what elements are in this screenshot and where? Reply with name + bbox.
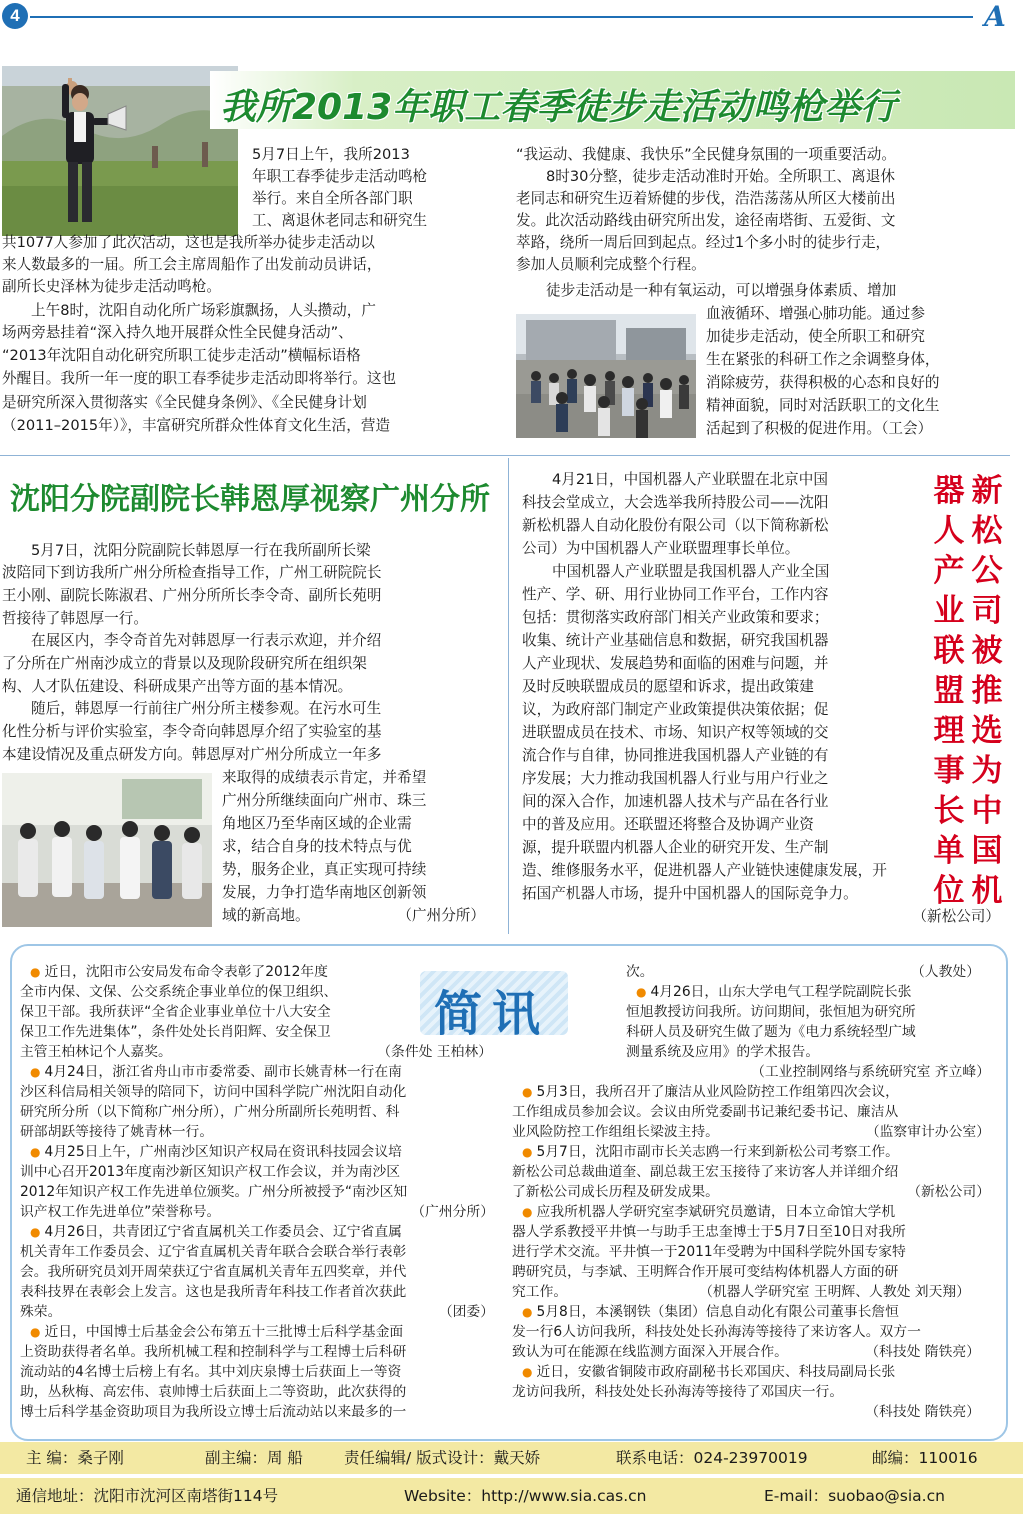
brief-source: （团委） [438,1304,494,1320]
article2-line: 广州分所继续面向广州市、珠三 [222,792,427,809]
article2-source: （广州分所） [397,907,485,924]
brief-line: 聘研究员，与李斌、王明辉合作开展可变结构体机器人方面的研 [512,1264,899,1280]
brief-line: 恒旭教授访问我所。访问期间，张恒旭为研究所 [626,1004,916,1020]
brief-text: 4月26日，山东大学电气工程学院副院长张 [650,984,912,1000]
article1-right-line: 血液循环、增强心肺功能。通过参 [706,305,925,322]
article1-left-line: 工、离退休老同志和研究生 [252,212,428,229]
bullet-icon: ● [522,1305,533,1319]
footer-credits [0,1442,1023,1474]
article1-left-line: 5月7日上午，我所2013 [252,146,410,163]
article3-line: 新松机器人自动化股份有限公司（以下简称新松 [522,517,829,534]
article2-line: 哲接待了韩恩厚一行。 [2,610,148,627]
article1-left-line: （2011–2015年）》，丰富研究所群众性体育文化生活，营造 [2,417,391,434]
bullet-icon: ● [30,965,41,979]
brief-source: （科技处 隋铁亮） [865,1404,980,1420]
article3-line: 中国机器人产业联盟是我国机器人产业全国 [552,563,830,580]
brief-line [522,1142,990,1162]
brief-source: （机器人学研究室 王明辉、人教处 刘天翔） [699,1284,970,1300]
brief-line: 科研人员及研究生做了题为《电力系统轻型广域 [626,1024,916,1040]
article3-line: 收集、统计产业基础信息和数据，研究我国机器 [522,632,829,649]
brief-source: （工业控制网络与系统研究室 齐立峰） [751,1064,990,1080]
article2-line: 化性分析与评价实验室，李令奇向韩恩厚介绍了实验室的基 [2,723,382,740]
article1-left-line: “2013年沈阳自动化研究所职工徒步走活动”横幅标语格 [2,347,361,364]
article1-left-line: 是研究所深入贯彻落实《全民健身条例》、《全民健身计划 [2,394,367,411]
brief-line: 流动站的4名博士后榜上有名。其中刘庆泉博士后获面上一等资 [20,1364,402,1380]
article3-line: 拓国产机器人市场，提升中国机器人的国际竞争力。 [522,885,858,902]
article1-left-line: 共1077人参加了此次活动，这也是我所举办徒步走活动以 [2,234,375,251]
brief-line [30,1142,494,1162]
brief-line: 识产权工作先进单位”荣誉称号。 [20,1204,221,1220]
article2-line: 求，结合自身的技术特点与优 [222,838,412,855]
brief-line [522,1302,990,1322]
bullet-icon: ● [30,1325,41,1339]
article1-right-line: 萃路，绕所一周后回到起点。经过1个多小时的徒步行走， [516,234,891,251]
brief-line: 致认为可在能源在线监测方面深入开展合作。 [512,1344,788,1360]
article1-right-line: 8时30分整，徒步走活动准时开始。全所职工、离退休 [546,168,895,185]
brief-line: 究工作。 [512,1284,568,1300]
brief-line: 保卫干部。我所获评“全省企业事业单位十八大安全 [20,1004,331,1020]
article2-line: 5月7日，沈阳分院副院长韩恩厚一行在我所副所长梁 [31,542,371,559]
article1-title: 我所2013年职工春季徒步走活动鸣枪举行 [220,87,897,128]
brief-line: 表科技界在表彰会上发言。这也是我所青年科技工作者首次获此 [20,1284,407,1300]
section-divider-horizontal [0,455,1010,456]
article2-line: 来取得的成绩表示肯定，并希望 [222,769,427,786]
brief-source: （条件处 王柏林） [377,1044,492,1060]
photo-visit [2,773,212,927]
article2-line: 构、人才队伍建设、科研成果产出等方面的基本情况。 [2,678,353,695]
article1-right-line: 精神面貌，同时对活跃职工的文化生 [706,397,940,414]
brief-line [30,962,412,982]
brief-line: 主管王柏林记个人嘉奖。 [20,1044,172,1060]
header-rule [30,16,973,18]
article3-title-col2: 器人产业联盟理事长单位 [933,473,965,909]
brief-text: 4月24日，浙江省舟山市市委常委、副市长姚青林一行在南 [44,1064,402,1080]
article3-line: 间的深入合作，加速机器人技术与产品在各行业 [522,793,829,810]
article3-line: 中的普及应用。还联盟还将整合及协调产业资 [522,816,814,833]
bullet-icon: ● [522,1205,533,1219]
article2-line: 王小刚、副院长陈淑君、广州分所所长李令奇、副所长苑明 [2,587,382,604]
article1-right-line: 加徒步走活动，使全所职工和研究 [706,328,925,345]
footer-phone: 联系电话：024-23970019 [616,1449,808,1467]
briefs-title: 简讯 [434,986,551,1042]
bullet-icon: ● [522,1365,533,1379]
brief-line: 新松公司总裁曲道奎、副总裁王宏玉接待了来访客人并详细介绍 [512,1164,899,1180]
brief-text: 近日，安徽省铜陵市政府副秘书长邓国庆、科技局副局长张 [536,1364,896,1380]
brief-line [30,1222,494,1242]
article1-right-line: 活起到了积极的促进作用。（工会） [706,420,933,437]
brief-source: （新松公司） [907,1184,990,1200]
brief-line [522,1082,990,1102]
article2-line: 域的新高地。 [222,907,310,924]
article3-line: 公司）为中国机器人产业联盟理事长单位。 [522,540,800,557]
article3-line: 流合作与自律，协同推进我国机器人产业链的有 [522,747,829,764]
brief-line [522,1362,990,1382]
footer-zip: 邮编：110016 [872,1449,978,1467]
footer-email-link[interactable]: E-mail：suobao@sia.cn [764,1487,945,1505]
brief-source: （人教处） [911,964,980,980]
bullet-icon: ● [30,1145,41,1159]
brief-line [522,1202,990,1222]
article1-left-line: 副所长史泽林为徒步走活动鸣枪。 [2,278,221,295]
brief-line: 测量系统及应用》的学术报告。 [626,1044,820,1060]
brief-text: 4月26日，共青团辽宁省直属机关工作委员会、辽宁省直属 [44,1224,402,1240]
bullet-icon: ● [30,1065,41,1079]
brief-line [30,1322,494,1342]
brief-source: （监察审计办公室） [865,1124,990,1140]
bullet-icon: ● [636,985,647,999]
article1-right-line: 参加人员顺利完成整个行程。 [516,256,706,273]
brief-text: 近日，沈阳市公安局发布命令表彰了2012年度 [44,964,328,980]
article3-line: 议，为政府部门制定产业政策提供决策依据；促 [522,701,829,718]
bullet-icon: ● [522,1085,533,1099]
brief-line: 训中心召开2013年度南沙新区知识产权工作会议，并为南沙区 [20,1164,401,1180]
brief-line: 工作组成员参加会议。会议由所党委副书记兼纪委书记、廉洁从 [512,1104,899,1120]
photo-starter [2,66,238,236]
brief-line: 研部胡跃等接待了姚青林一行。 [20,1124,214,1140]
brief-line: 器人学系教授平井慎一与助手王忠奎博士于5月7日至10日对我所 [512,1224,906,1240]
article3-line: 人产业现状、发展趋势和面临的困难与问题，并 [522,655,829,672]
article2-line: 波陪同下到访我所广州分所检查指导工作，广州工研院院长 [2,564,382,581]
article1-right-line: 消除疲劳，获得积极的心态和良好的 [706,374,940,391]
article1-right-line: “我运动、我健康、我快乐”全民健身氛围的一项重要活动。 [516,146,896,163]
footer-editor: 主 编：桑子刚 [26,1449,124,1467]
article2-line: 势，服务企业，真正实现可持续 [222,861,427,878]
brief-line: 了新松公司成长历程及研发成果。 [512,1184,719,1200]
article3-line: 源，提升联盟内机器人企业的研究开发、生产制 [522,839,829,856]
brief-line: 上资助获得者名单。我所机械工程和控制科学与工程博士后科研 [20,1344,407,1360]
footer-contact [0,1478,1023,1514]
article3-line: 性产、学、研、用行业协同工作平台，工作内容 [522,586,829,603]
article3-line: 4月21日，中国机器人产业联盟在北京中国 [552,471,828,488]
brief-line: 博士后科学基金资助项目为我所设立博士后流动站以来最多的一 [20,1404,407,1420]
brief-line: 会。我所研究员刘开周荣获辽宁省直属机关青年五四奖章，并代 [20,1264,407,1280]
article1-right-line: 生在紧张的科研工作之余调整身体， [706,351,940,368]
article1-right-line: 发。此次活动路线由研究所出发，途径南塔街、五爱街、文 [516,212,896,229]
article2-line: 本建设情况及重点研发方向。韩恩厚对广州分所成立一年多 [2,746,382,763]
article1-title-banner [210,71,1015,129]
briefs-title-block [420,971,568,1042]
brief-line: 保卫工作先进集体”，条件处处长肖阳辉、安全保卫 [20,1024,331,1040]
photo-starter-graphic [2,66,238,236]
brief-text: 5月7日，沈阳市副市长关志鸥一行来到新松公司考察工作。 [536,1144,899,1160]
article2-line: 角地区乃至华南区域的企业需 [222,815,412,832]
brief-line: 机关青年工作委员会、辽宁省直属机关青年联合会联合举行表彰 [20,1244,407,1260]
brief-line: 发一行6人访问我所，科技处处长孙海涛等接待了来访客人。双方一 [512,1324,921,1340]
article3-source: （新松公司） [912,908,1000,925]
article1-right-line: 老同志和研究生迈着矫健的步伐，浩浩荡荡从所区大楼前出 [516,190,896,207]
section-divider-vertical [508,458,509,934]
article2-line: 随后，韩恩厚一行前往广州分所主楼参观。在污水可生 [31,700,382,717]
article1-right-line: 徒步走活动是一种有氧运动，可以增强身体素质、增加 [546,282,897,299]
bullet-icon: ● [30,1225,41,1239]
article2-line: 在展区内，李令奇首先对韩恩厚一行表示欢迎，并介绍 [31,632,382,649]
article3-line: 科技会堂成立，大会选举我所持股公司——沈阳 [522,494,829,511]
brief-text: 5月3日，我所召开了廉洁从业风险防控工作组第四次会议， [536,1084,899,1100]
article1-left-line: 上午8时，沈阳自动化所广场彩旗飘扬，人头攒动，广 [31,302,376,319]
article1-left-line: 外醒目。我所一年一度的职工春季徒步走活动即将举行。这也 [2,370,397,387]
article3-line: 进联盟成员在技术、市场、知识产权等领域的交 [522,724,829,741]
brief-line: 进行学术交流。平井慎一于2011年受聘为中国科学院外国专家特 [512,1244,906,1260]
photo-walkers [516,314,696,438]
article1-left-line: 举行。来自全所各部门职 [252,190,413,207]
article2-title: 沈阳分院副院长韩恩厚视察广州分所 [10,482,490,517]
brief-line: 次。 [626,964,654,980]
footer-deputy-editor: 副主编：周 船 [205,1449,303,1467]
brief-line: 殊荣。 [20,1304,62,1320]
article3-line: 及时反映联盟成员的愿望和诉求，提出政策建 [522,678,814,695]
photo-visit-graphic [2,773,212,927]
brief-line: 业风险防控工作组组长梁波主持。 [512,1124,719,1140]
brief-line: 龙访问我所，科技处处长孙海涛等接待了邓国庆一行。 [512,1384,844,1400]
article1-left-line: 场两旁悬挂着“深入持久地开展群众性全民健身活动”、 [2,324,353,341]
brief-source: （广州分所） [411,1204,494,1220]
article3-line: 包括：贯彻落实政府部门相关产业政策和要求； [522,609,829,626]
bullet-icon: ● [522,1145,533,1159]
brief-line: 沙区科信局相关领导的陪同下，访问中国科学院广州沈阳自动化 [20,1084,407,1100]
brief-line: 研究所分所（以下简称广州分所），广州分所副所长苑明哲、科 [20,1104,400,1120]
brief-text: 5月8日，本溪钢铁（集团）信息自动化有限公司董事长詹恒 [536,1304,899,1320]
footer-address: 通信地址：沈阳市沈河区南塔街114号 [16,1487,279,1505]
brief-line: 全市内保、文保、公交系统企事业单位的保卫组织、 [20,984,338,1000]
article3-line: 造、维修服务水平，促进机器人产业链快速健康发展，开 [522,862,887,879]
photo-walkers-graphic [516,314,696,438]
article3-title-col1: 新松公司被推选为中国机 [971,473,1003,909]
brief-text: 近日，中国博士后基金会公布第五十三批博士后科学基金面 [44,1324,404,1340]
article3-line: 序发展；大力推动我国机器人行业与用户行业之 [522,770,829,787]
brief-text: 应我所机器人学研究室李斌研究员邀请，日本立命馆大学机 [536,1204,896,1220]
footer-design: 责任编辑/ 版式设计：戴天娇 [344,1449,541,1467]
brief-source: （科技处 隋铁亮） [865,1344,980,1360]
page-number-badge: 4 [2,3,28,29]
sia-logo-icon: A [984,0,1006,33]
brief-line [636,982,990,1002]
article2-line: 发展，力争打造华南地区创新领 [222,884,427,901]
article1-left-line: 年职工春季徒步走活动鸣枪 [252,168,428,185]
footer-website-link[interactable]: Website：http://www.sia.cas.cn [404,1487,647,1505]
brief-line [30,1062,494,1082]
article1-left-line: 来人数最多的一届。所工会主席周船作了出发前动员讲话， [2,256,382,273]
brief-text: 4月25日上午，广州南沙区知识产权局在资讯科技园会议培 [44,1144,402,1160]
brief-line: 2012年知识产权工作先进单位颁奖。广州分所被授予“南沙区知 [20,1184,408,1200]
article2-line: 了分所在广州南沙成立的背景以及现阶段研究所在组织架 [2,655,367,672]
brief-line: 助，丛秋梅、高宏伟、袁帅博士后获面上二等资助，此次获得的 [20,1384,407,1400]
